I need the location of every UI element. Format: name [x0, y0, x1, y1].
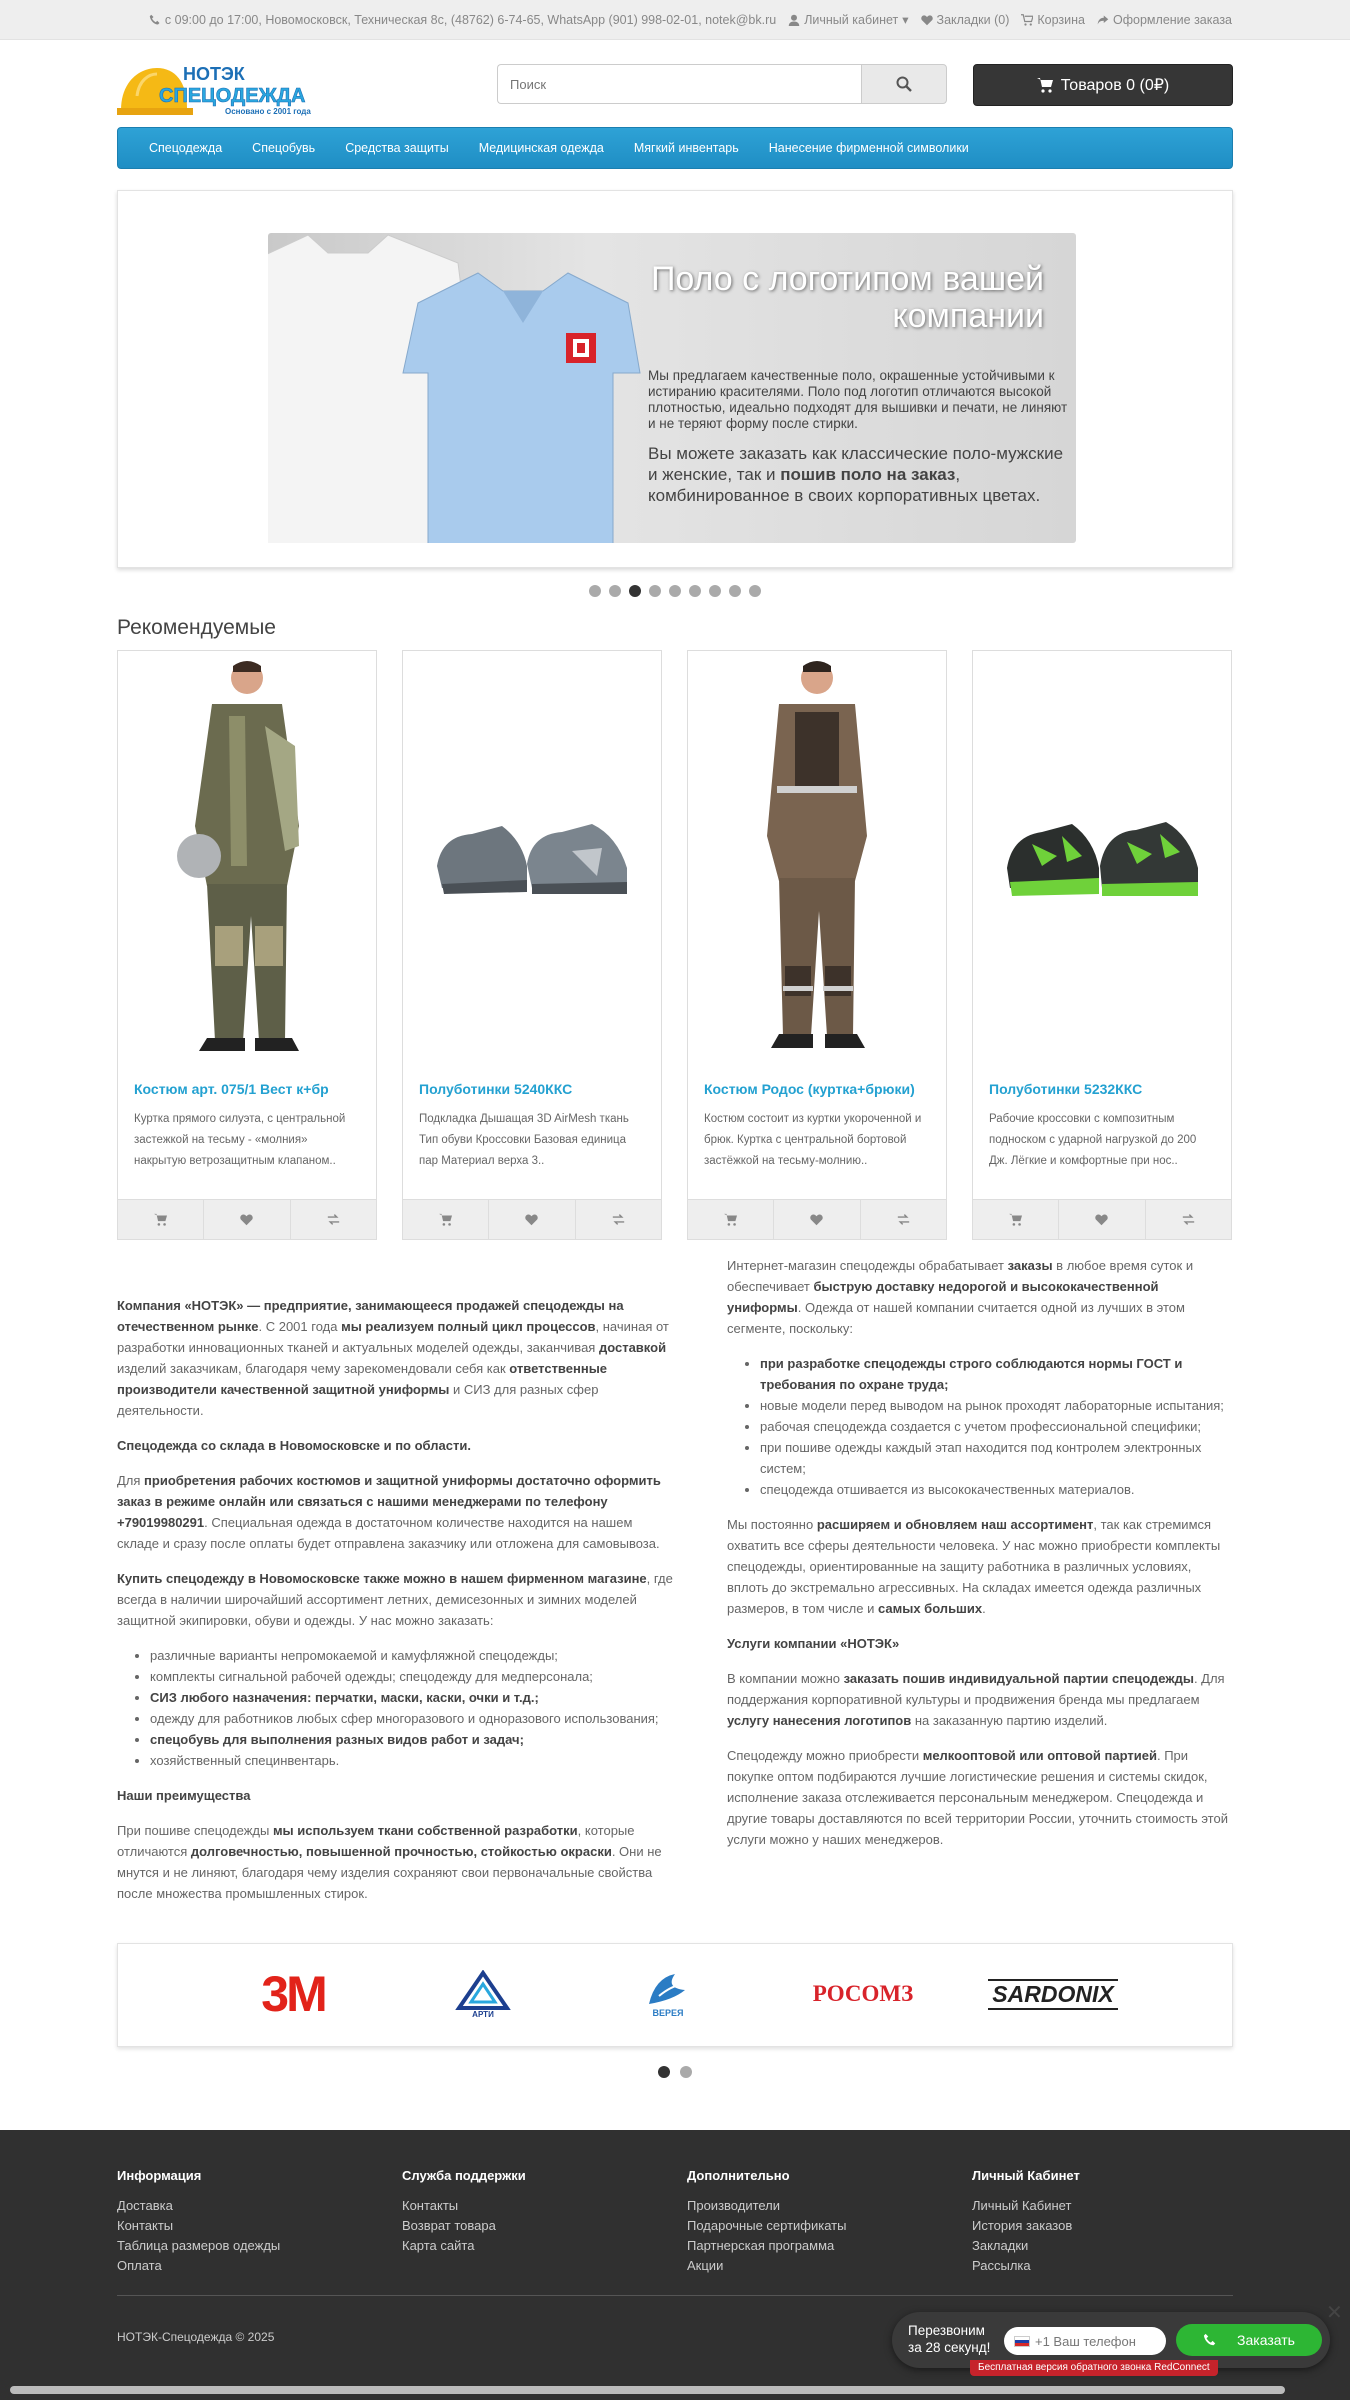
heart-icon [1095, 1213, 1108, 1226]
cart-button[interactable]: Товаров 0 (0₽) [973, 64, 1233, 106]
product-actions [688, 1199, 946, 1239]
footer-link[interactable]: Рассылка [972, 2258, 1031, 2273]
list-item: • новые модели перед выводом на рынок проходят лабораторные испытания; [760, 1395, 1233, 1416]
add-to-wishlist-button[interactable] [774, 1200, 860, 1239]
share-icon [1097, 14, 1109, 26]
product-title[interactable]: Полуботинки 5240ККС [419, 1081, 573, 1097]
slider-dot[interactable] [669, 585, 681, 597]
product-description: Костюм состоит из куртки укороченной и брюк. Куртка с центральной бортовой застёжкой на тесьму-молнию.. [704, 1113, 922, 1167]
menu-item-branding[interactable]: Нанесение фирменной символики [768, 141, 969, 155]
footer-link[interactable]: Доставка [117, 2198, 173, 2213]
footer-heading: Служба поддержки [402, 2168, 526, 2183]
cart-icon [439, 1213, 452, 1226]
about-paragraph: В компании можно заказать пошив индивидуальной партии спецодежды. Для поддержания корпоративной культуры и продвижения бренда мы предлагаем услугу нанесения логотипов на заказанную партию изделий. [727, 1671, 1225, 1728]
contacts-info: с 09:00 до 17:00, Новомосковск, Техническая 8с, (48762) 6-74-65, WhatsApp (901) 998-02-01, notek@bk.ru [149, 13, 776, 27]
menu-item-medical[interactable]: Медицинская одежда [478, 141, 604, 155]
about-paragraph: При пошиве спецодежды мы используем ткани собственной разработки, которые отличаются долговечностью, повышенной прочностью, стойкостью окраски. Они не мнутся и не линяют, благодаря чему изделия сохраняют свои первоначальные свойства после множества промышленных стирок. [117, 1823, 662, 1901]
footer-link[interactable]: Таблица размеров одежды [117, 2238, 281, 2253]
wishlist-link[interactable]: Закладки (0) [921, 13, 1010, 27]
heart-icon [810, 1213, 823, 1226]
heart-icon [525, 1213, 538, 1226]
exchange-icon [1182, 1213, 1195, 1226]
slider-dot-active[interactable] [629, 585, 641, 597]
search-bar [497, 64, 947, 104]
about-heading: Наши преимущества [117, 1788, 251, 1803]
cart-icon [724, 1213, 737, 1226]
brands-carousel [117, 1943, 1233, 2047]
add-to-cart-button[interactable] [403, 1200, 489, 1239]
close-icon[interactable]: ✕ [1326, 2302, 1343, 2324]
about-section [117, 1255, 1233, 1935]
slider-dot[interactable] [709, 585, 721, 597]
product-grid [117, 650, 1233, 1240]
vereya-logo-mark [645, 1970, 691, 2008]
about-right-column [727, 1255, 1233, 1864]
footer-link[interactable]: Производители [687, 2198, 781, 2213]
list-item: • при пошиве одежды каждый этап находится под контролем электронных систем; [760, 1437, 1233, 1479]
add-to-wishlist-button[interactable] [489, 1200, 575, 1239]
main-menu [117, 127, 1233, 169]
top-bar [0, 0, 1350, 40]
menu-item-textiles[interactable]: Мягкий инвентарь [633, 141, 739, 155]
slider-dot[interactable] [749, 585, 761, 597]
cart-icon [1037, 77, 1053, 93]
product-actions [403, 1199, 661, 1239]
list-item: • одежду для работников любых сфер многоразового и одноразового использования; [150, 1708, 677, 1729]
carousel-dot[interactable] [680, 2066, 692, 2078]
cart-link[interactable]: Корзина [1021, 13, 1085, 27]
footer-link[interactable]: Акции [687, 2258, 724, 2273]
compare-button[interactable] [291, 1200, 376, 1239]
add-to-wishlist-button[interactable] [204, 1200, 290, 1239]
footer-link[interactable]: Возврат товара [402, 2218, 496, 2233]
banner-slide [268, 233, 1076, 543]
product-actions [973, 1199, 1231, 1239]
carousel-dot-active[interactable] [658, 2066, 670, 2078]
brand-logo-sardonix[interactable]: SARDONIX [988, 1964, 1118, 2024]
list-item: • рабочая спецодежда создается с учетом профессиональной специфики; [760, 1416, 1233, 1437]
product-title[interactable]: Костюм арт. 075/1 Вест к+бр [134, 1081, 329, 1097]
compare-button[interactable] [576, 1200, 661, 1239]
slider-dot[interactable] [609, 585, 621, 597]
banner-slider[interactable] [117, 190, 1233, 568]
menu-item-workwear[interactable]: Спецодежда [149, 141, 223, 155]
footer-link[interactable]: Личный Кабинет [972, 2198, 1072, 2213]
product-card [117, 650, 377, 1240]
arti-logo-mark [455, 1970, 511, 2010]
cart-icon [154, 1213, 167, 1226]
about-paragraph: Мы постоянно расширяем и обновляем наш ассортимент, так как стремимся охватить все сферы деятельности человека. У нас можно приобрести комплекты спецодежды, ориентированные на защиту работника в различных условиях, вплоть до экстремально агрессивных. На складах имеется одежда различных размеров, в том числе и самых больших. [727, 1517, 1221, 1616]
logo-line1: НОТЭК [183, 64, 245, 84]
list-item: • хозяйственный специнвентарь. [150, 1750, 677, 1771]
product-card [972, 650, 1232, 1240]
flag-icon [1014, 2336, 1030, 2347]
brand-logo-vereya[interactable]: ВЕРЕЯ [628, 1964, 708, 2024]
advantages-list [727, 1353, 1233, 1500]
logo-line2: СПЕЦОДЕЖДА [159, 85, 306, 107]
footer-link[interactable]: Подарочные сертификаты [687, 2218, 847, 2233]
footer-column-info [117, 2168, 280, 2276]
list-item: • спецодежда отшивается из высококачественных материалов. [760, 1479, 1233, 1500]
banner-text-secondary: Вы можете заказать как классические поло-мужские и женские, так и пошив поло на заказ, комбинированное в своих корпоративных цветах. [648, 444, 1064, 505]
about-paragraph: Купить спецодежду в Новомосковске также можно в нашем фирменном магазине, где всегда в наличии широчайший ассортимент летних, демисезонных и зимних моделей защитной экипировки, обуви и одежды. У нас можно заказать: [117, 1571, 673, 1628]
list-item: • при разработке спецодежды строго соблюдаются нормы ГОСТ и требования по охране труда; [760, 1353, 1233, 1395]
slider-dot[interactable] [729, 585, 741, 597]
product-actions [118, 1199, 376, 1239]
heart-icon [921, 14, 933, 26]
checkout-link[interactable]: Оформление заказа [1097, 13, 1232, 27]
product-title[interactable]: Полуботинки 5232ККС [989, 1081, 1143, 1097]
about-paragraph: Для приобретения рабочих костюмов и защитной униформы достаточно оформить заказ в режиме онлайн или связаться с нашими менеджерами по телефону +79019980291. Специальная одежда в достаточном количестве находится на нашем складе и сразу после оплаты будет отправлена заказчику или отложена для самовывоза. [117, 1473, 661, 1551]
callback-text: Перезвоним за 28 секунд! [908, 2323, 991, 2355]
product-description: Куртка прямого силуэта, с центральной застежкой на тесьму - «молния» накрытую ветрозащитным клапаном.. [134, 1113, 346, 1167]
account-link[interactable]: Личный кабинет ▾ [788, 12, 908, 27]
product-description: Рабочие кроссовки с композитным подноском с ударной нагрузкой до 200 Дж. Лёгкие и комфортные при нос.. [989, 1113, 1197, 1167]
list-item: • комплекты сигнальной рабочей одежды; спецодежду для медперсонала; [150, 1666, 677, 1687]
footer-link[interactable]: Партнерская программа [687, 2238, 835, 2253]
site-logo[interactable] [117, 60, 317, 120]
about-heading: Услуги компании «НОТЭК» [727, 1636, 900, 1651]
about-left-column [117, 1295, 677, 1918]
heart-icon [240, 1213, 253, 1226]
footer-link[interactable]: История заказов [972, 2218, 1073, 2233]
brand-logo-arti[interactable]: АРТИ [443, 1964, 523, 2024]
footer-divider [117, 2295, 1233, 2296]
footer-heading: Личный Кабинет [972, 2168, 1080, 2183]
slider-dot[interactable] [689, 585, 701, 597]
search-input[interactable] [497, 64, 861, 104]
footer-column-support [402, 2168, 526, 2256]
product-card [402, 650, 662, 1240]
compare-button[interactable] [861, 1200, 946, 1239]
footer-link[interactable]: Закладки [972, 2238, 1029, 2253]
callback-brand-label[interactable]: Бесплатная версия обратного звонка RedConnect [970, 2360, 1218, 2376]
add-to-wishlist-button[interactable] [1059, 1200, 1145, 1239]
add-to-cart-button[interactable] [973, 1200, 1059, 1239]
compare-button[interactable] [1146, 1200, 1231, 1239]
search-button[interactable] [861, 64, 947, 104]
add-to-cart-button[interactable] [118, 1200, 204, 1239]
caret-down-icon: ▾ [902, 13, 909, 27]
phone-icon [149, 14, 161, 26]
cart-icon [1021, 14, 1033, 26]
exchange-icon [897, 1213, 910, 1226]
footer-link[interactable]: Оплата [117, 2258, 162, 2273]
banner-text: Мы предлагаем качественные поло, окрашенные устойчивыми к истиранию красителями. Поло под логотип отличаются высокой плотностью, идеально подходят для вышивки и печати, не линяют и не теряют форму после стирки. [648, 368, 1068, 431]
exchange-icon [327, 1213, 340, 1226]
exchange-icon [612, 1213, 625, 1226]
about-paragraph: Интернет-магазин спецодежды обрабатывает заказы в любое время суток и обеспечивает быструю доставку недорогой и высококачественной униформы. Одежда от нашей компании считается одной из лучших в этом сегменте, поскольку: [727, 1258, 1194, 1336]
footer-heading: Информация [117, 2168, 202, 2183]
product-title[interactable]: Костюм Родос (куртка+брюки) [704, 1081, 915, 1097]
brand-logo-3m[interactable]: 3M [261, 1966, 325, 2022]
slider-pagination [0, 585, 1350, 597]
product-image[interactable] [403, 651, 661, 1061]
user-icon [788, 14, 800, 26]
add-to-cart-button[interactable] [688, 1200, 774, 1239]
footer-column-account [972, 2168, 1080, 2276]
slider-dot[interactable] [589, 585, 601, 597]
product-image[interactable] [688, 651, 946, 1061]
footer-link[interactable]: Карта сайта [402, 2238, 475, 2253]
phone-icon [1203, 2333, 1217, 2347]
brand-logo-rosomz[interactable]: РОСОМЗ [812, 1981, 914, 2006]
brands-pagination [0, 2066, 1350, 2078]
list-item: • СИЗ любого назначения: перчатки, маски, каски, очки и т.д.; [150, 1687, 677, 1708]
horizontal-scrollbar[interactable] [10, 2386, 1285, 2394]
logo-tagline: Основано с 2001 года [225, 107, 311, 116]
cart-icon [1009, 1213, 1022, 1226]
copyright: НОТЭК-Спецодежда © 2025 [117, 2330, 275, 2344]
header [117, 60, 1233, 116]
menu-item-protection[interactable]: Средства защиты [345, 141, 449, 155]
list-item: • спецобувь для выполнения разных видов работ и задач; [150, 1729, 677, 1750]
section-title: Рекомендуемые [117, 616, 276, 639]
banner-title: Поло с логотипом вашей компании [650, 260, 1044, 335]
product-image[interactable] [118, 651, 376, 1061]
offer-list [117, 1645, 677, 1771]
menu-item-footwear[interactable]: Спецобувь [252, 141, 316, 155]
footer-link[interactable]: Контакты [117, 2218, 174, 2233]
list-item: • различные варианты непромокаемой и камуфляжной спецодежды; [150, 1645, 677, 1666]
footer-column-extras [687, 2168, 846, 2276]
about-paragraph: Компания «НОТЭК» — предприятие, занимающееся продажей спецодежды на отечественном рынке. С 2001 года мы реализуем полный цикл процессов, начиная от разработки инновационных тканей и актуальных моделей одежды, заканчивая доставкой изделий заказчикам, благодаря чему зарекомендовали себя как ответственные производители качественной защитной униформы и СИЗ для разных сфер деятельности. [117, 1298, 669, 1418]
footer-heading: Дополнительно [687, 2168, 790, 2183]
callback-order-button[interactable]: Заказать [1176, 2324, 1322, 2356]
slider-dot[interactable] [649, 585, 661, 597]
about-paragraph: Спецодежду можно приобрести мелкооптовой или оптовой партией. При покупке оптом подбираются лучшие логистические решения и системы скидок, исполнение заказа отслеживается персональным менеджером. Спецодежда и другие товары доставляются по всей территории России, уточнить стоимость этой услуги можно у наших менеджеров. [727, 1748, 1228, 1847]
callback-phone-input[interactable]: +1 Ваш телефон [1004, 2327, 1166, 2355]
product-description: Подкладка Дышащая 3D AirMesh ткань Тип обуви Кроссовки Базовая единица пар Материал верха 3.. [419, 1113, 629, 1167]
search-icon [896, 76, 912, 92]
product-card [687, 650, 947, 1240]
footer-link[interactable]: Контакты [402, 2198, 459, 2213]
about-heading: Спецодежда со склада в Новомосковске и по области. [117, 1438, 471, 1453]
product-image[interactable] [973, 651, 1231, 1061]
